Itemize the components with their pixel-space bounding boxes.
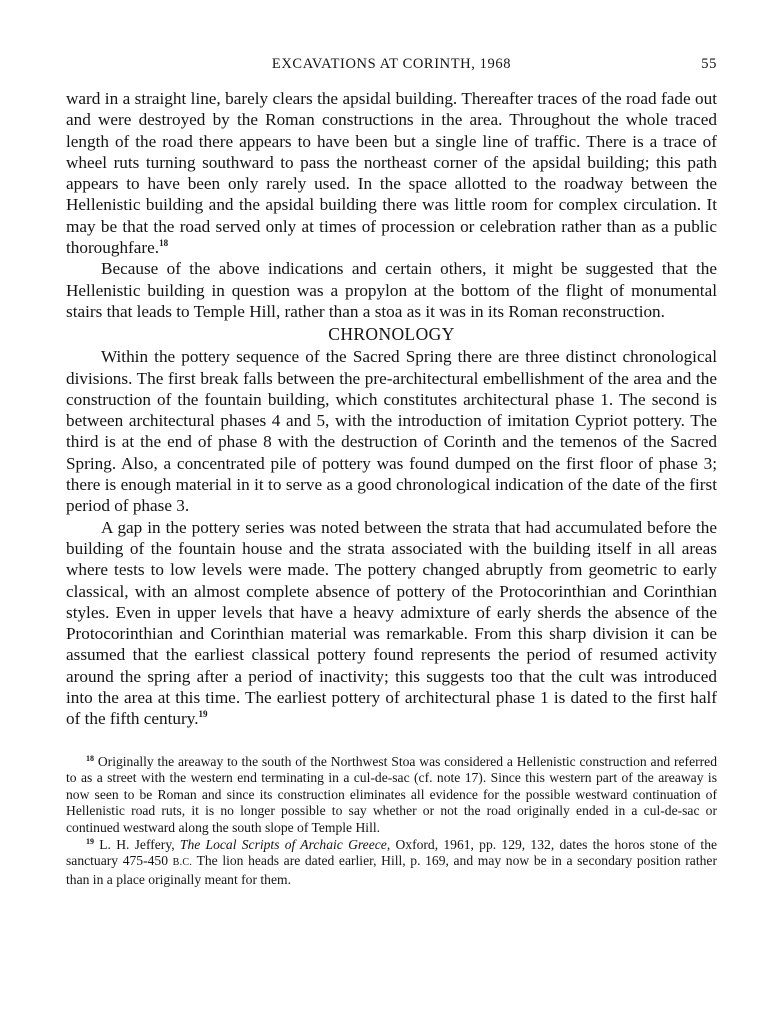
footnote [66,837,717,889]
footnote-text: , Oxford, 1961, pp. 129, 132, dates the horos stone of the sanctuary 475-450 [66,836,718,869]
section-heading: CHRONOLOGY [328,324,455,345]
paragraph [66,346,717,516]
footnote-work-title: The Local Scripts of Archaic Greece [179,836,387,852]
footnote [66,754,717,837]
paragraph-text: A gap in the pottery series was noted between the strata that had accumulated before the building of the fountain house and the strata associated with the building itself in all areas where tests to low levels were made. The pottery changed abruptly from geometric to early classical, with an almost complete absence of pottery of the Protocorinthian and Corinthian styles. Even in upper levels that have a heavy admixture of early sherds the absence of the Protocorinthian and Corinthian material was remarkable. From this sharp division it can be assumed that the earliest classical pottery found represents the period of resumed activity around the spring after a period of inactivity; this suggests too that the cult was introduced into the area at this time. The earliest pottery of architectural phase 1 is dated to the first half of the fifth century. [66,517,717,729]
paragraph-text: Within the pottery sequence of the Sacred Spring there are three distinct chronological divisions. The first break falls between the pre-architectural embellishment of the area and the construction of the fountain building, which constitutes architectural phase 1. The second is between architectural phases 4 and 5, with the introduction of imitation Cypriot pottery. The third is at the end of phase 8 with the destruction of Corinth and the temenos of the Sacred Spring. Also, a concentrated pile of pottery was found dumped on the first floor of phase 3; there is enough material in it to serve as a good chronological indication of the date of the first period of phase 3. [66,347,717,516]
page-number: 55 [701,56,717,72]
footnote-text: Originally the areaway to the south of the Northwest Stoa was considered a Hellenistic construction and referred to as a street with the western end terminating in a cul-de-sac (cf. note 17). Since this western part of the areaway is now seen to be Roman and since its construction eliminates all evidence for the possible westward continuation of Hellenistic road ruts, it is no longer possible to say whether or not the road originally ended in a cul-de-sac or continued westward along the south slope of Temple Hill. [66,753,718,835]
footnotes [66,754,717,889]
footnote-ref[interactable]: 18 [159,238,169,249]
body-text [66,88,717,730]
paragraph [66,258,717,322]
footnote-number: 18 [86,753,94,763]
running-head-title: EXCAVATIONS AT CORINTH, 1968 [271,56,512,72]
footnote-text: The lion heads are dated earlier, Hill, p. 169, and may now be in a secondary position rather than in a place originally meant for them. [66,853,717,887]
paragraph-text: ward in a straight line, barely clears the apsidal building. Thereafter traces of the road fade out and were destroyed by the Roman constructions in the area. Throughout the whole traced length of the road there appears to have been but a single line of traffic. There is a trace of wheel ruts turning southward to pass the northeast corner of the apsidal building; this path appears to have been only rarely used. In the space allotted to the roadway between the Hellenistic building and the apsidal building there was little room for complex circulation. It may be that the road served only at times of procession or celebration rather than as a public thoroughfare. [66,89,717,258]
paragraph [66,88,717,258]
footnote-ref[interactable]: 19 [198,709,208,720]
document-page [66,52,717,888]
footnote-author: L. H. Jeffery, [99,836,175,852]
paragraph [66,517,717,730]
paragraph-text: Because of the above indications and certain others, it might be suggested that the Hellenistic building in question was a propylon at the bottom of the flight of monumental stairs that leads to Temple Hill, rather than a stoa as it was in its Roman reconstruction. [66,259,717,321]
footnote-number: 19 [86,836,94,846]
era-abbreviation: B.C. [172,857,193,869]
running-head [66,52,717,78]
